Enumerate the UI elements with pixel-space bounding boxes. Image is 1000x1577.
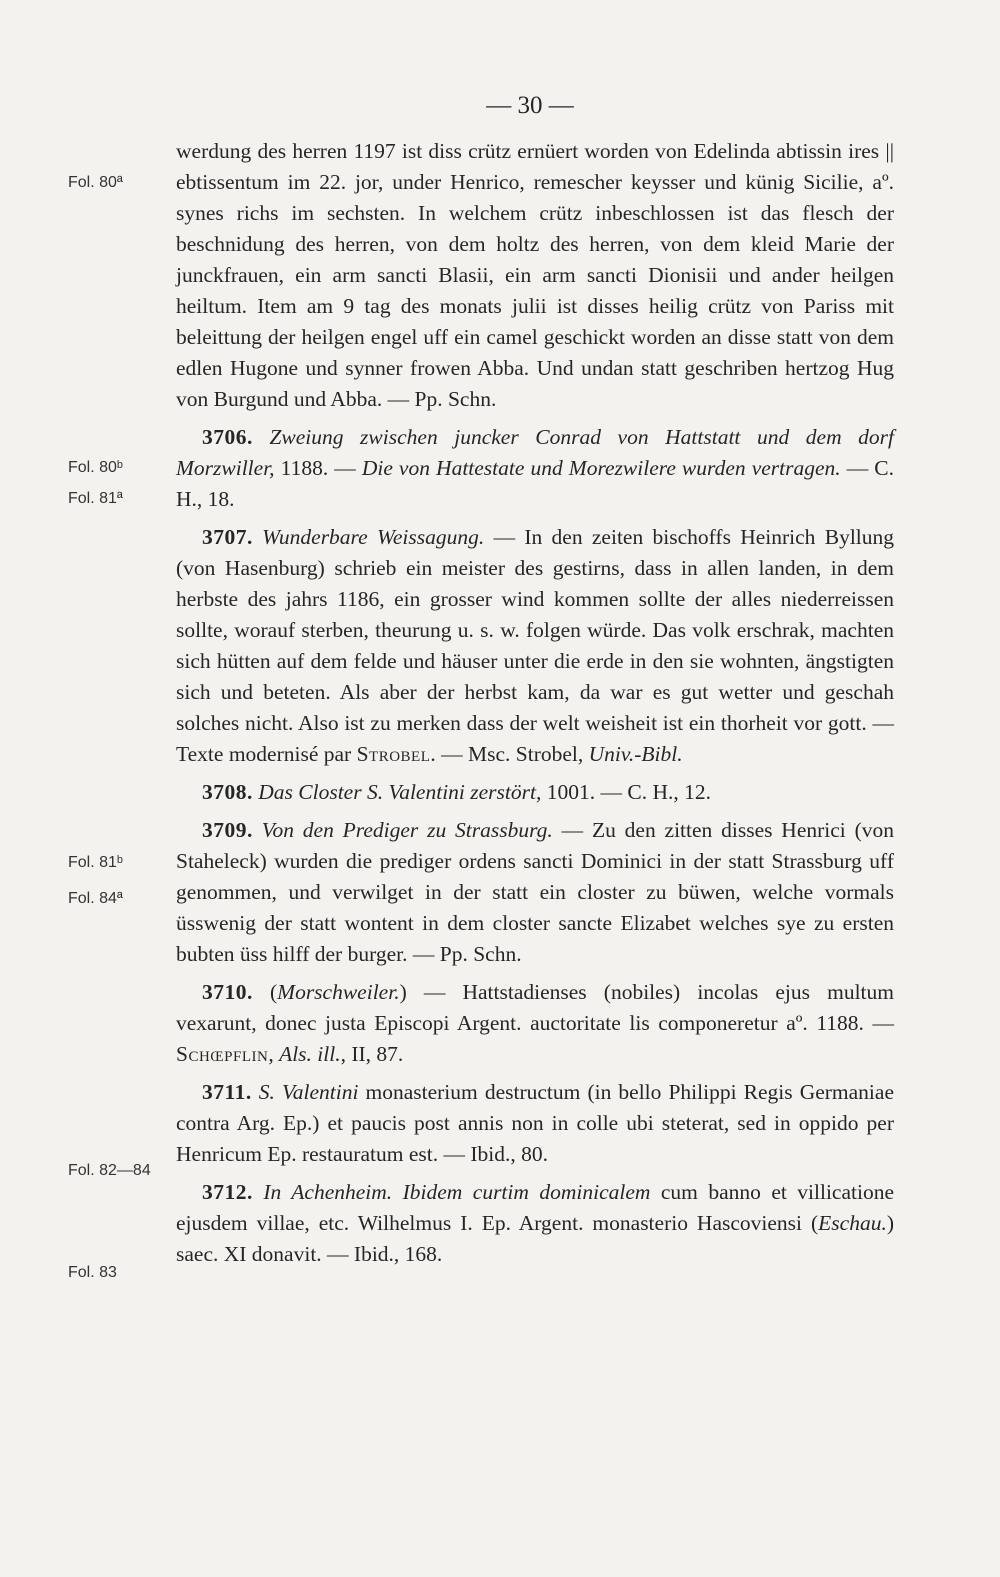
entry-text: — C. H., 18. [176, 456, 894, 511]
margin-note-2: Fol. 80ᵇ [68, 459, 123, 476]
entry-text: 1188. — [274, 456, 362, 480]
entry-number: 3706. [202, 425, 253, 449]
entry-number: 3707. [202, 525, 253, 549]
entry-title: S. Valentini [258, 1080, 359, 1104]
margin-note-5: Fol. 84ª [68, 890, 123, 907]
entry-3709 [176, 815, 894, 970]
entry-title: In Achenheim. Ibidem curtim dominicalem [263, 1180, 651, 1204]
entry-3707 [176, 522, 894, 770]
entry-title: Das Closter S. Valentini zerstört, [258, 780, 542, 804]
entry-text: ) — Hattstadienses (nobiles) incolas ejus multum vexarunt, donec justa Episcopi Argent. auctoritate lis componeretur aº. 1188. — [176, 980, 894, 1035]
entry-text: . — Msc. Strobel, [430, 742, 589, 766]
entry-3706 [176, 422, 894, 515]
entry-text: , [268, 1042, 280, 1066]
body-text [176, 136, 894, 1270]
entry-3710 [176, 977, 894, 1070]
margin-note-1: Fol. 80ª [68, 174, 123, 191]
entry-text: ( [252, 980, 278, 1004]
entry-title: Wunderbare Weissagung. [262, 525, 485, 549]
margin-note-6: Fol. 82—84 [68, 1162, 151, 1179]
entry-number: 3712. [202, 1180, 253, 1204]
entry-number: 3709. [202, 818, 253, 842]
page-number: — 30 — [486, 92, 574, 119]
author-name: Strobel [356, 742, 431, 766]
author-name: Schœpflin [176, 1042, 269, 1066]
source-ref: Eschau. [818, 1211, 887, 1235]
entry-3712 [176, 1177, 894, 1270]
entry-text: 1001. — C. H., 12. [541, 780, 711, 804]
entry-text: — Zu den zitten disses Henrici (von Staheleck) wurden die prediger ordens sancti Dominici in der statt Strassburg uff genommen, und verwilget in der statt ein closter zu büwen, welche vormals üsswenig der statt wontent in dem closter sancte Elizabet welches sye zu ersten bubten üss hilff der burger. — Pp. Schn. [176, 818, 894, 966]
entry-text: cum banno et villicatione ejusdem villae, etc. Wilhelmus I. Ep. Argent. monasterio Hascoviensi ( [176, 1180, 895, 1235]
margin-note-3: Fol. 81ª [68, 490, 123, 507]
entry-text: ) saec. XI donavit. — Ibid., 168. [176, 1211, 894, 1266]
entry-number: 3708. [202, 780, 253, 804]
continuation-paragraph: werdung des herren 1197 ist diss crütz ernüert worden von Edelinda abtissin ires || ebtissentum im 22. jor, under Henrico, remescher keysser und künig Sicilie, aº. synes richs im sechsten. In welchem crütz inbeschlossen ist das flesch der beschnidung des herren, von dem holtz des herren, von dem kleid Marie der junckfrauen, ein arm sancti Blasii, ein arm sancti Dionisii und ander heilgen heiltum. Item am 9 tag des monats julii ist disses heilig crütz von Pariss mit beleittung der heilgen engel uff ein camel geschickt worden an disse statt von dem edlen Hugone und synner frowen Abba. Und undan statt geschriben hertzog Hug von Burgund und Abba. — Pp. Schn. [176, 139, 894, 411]
entry-title: Von den Prediger zu Strassburg. [261, 818, 553, 842]
margin-note-7: Fol. 83 [68, 1264, 117, 1281]
source-ref: Univ.-Bibl. [588, 742, 683, 766]
entry-text: monasterium destructum (in bello Philippi Regis Germaniae contra Arg. Ep.) et paucis post annis non in colle ubi steterat, sed in oppido per Henricum Ep. restauratum est. — Ibid., 80. [176, 1080, 894, 1166]
entry-text: , II, 87. [340, 1042, 404, 1066]
entry-number: 3710. [202, 980, 253, 1004]
entry-title: Morschweiler. [277, 980, 400, 1004]
entry-number: 3711. [202, 1080, 252, 1104]
source-ref: Als. ill. [279, 1042, 341, 1066]
entry-title-2: Die von Hattestate und Morezwilere wurden vertragen. [361, 456, 841, 480]
entry-text: — In den zeiten bischoffs Heinrich Byllung (von Hasenburg) schrieb ein meister des gestirns, dass in allen landen, in dem herbste des jahrs 1186, ein grosser wind kommen sollte der alles niederreissen sollte, worauf sterben, theurung u. s. w. folgen würde. Das volk erschrak, machten sich hütten auf dem felde und häuser unter die erde in den sie wohnten, ängstigten sich und beteten. Als aber der herbst kam, da war es gut wetter und geschah solches nicht. Also ist zu merken dass der welt weisheit ist ein thorheit vor gott. — Texte modernisé par [176, 525, 895, 766]
entry-3711 [176, 1077, 894, 1170]
entry-title: Zweiung zwischen juncker Conrad von Hattstatt und dem dorf Morzwiller, [176, 425, 894, 480]
entry-3708 [176, 777, 894, 808]
margin-note-4: Fol. 81ᵇ [68, 854, 123, 871]
